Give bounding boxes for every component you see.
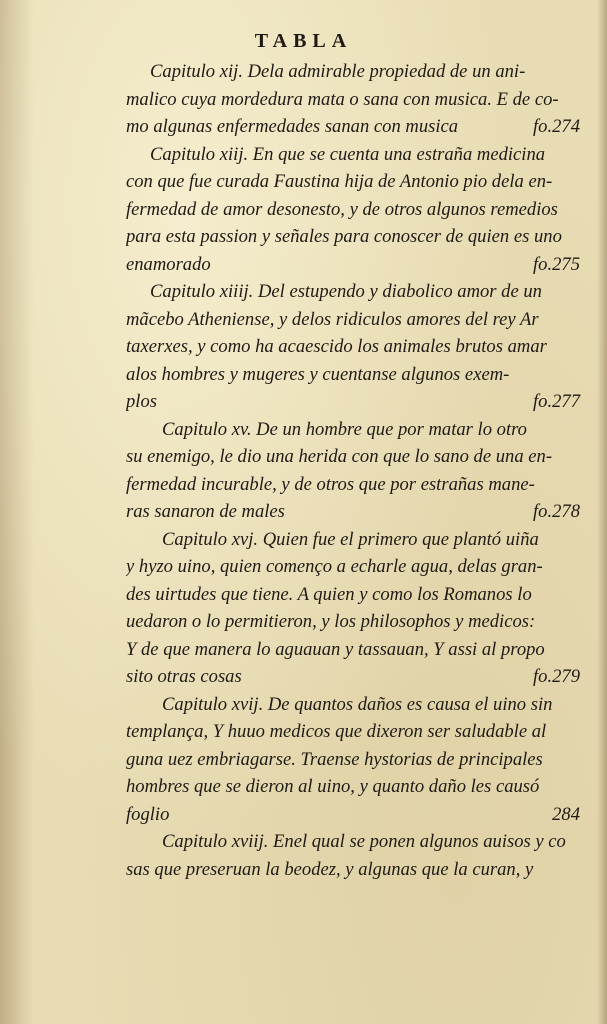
line-text: Capitulo xvij. De quantos daños es causa el uino sin bbox=[162, 693, 553, 715]
folio-number: 284 bbox=[552, 803, 580, 825]
text-line bbox=[126, 691, 584, 719]
text-line bbox=[126, 86, 584, 114]
text-line bbox=[126, 526, 584, 554]
line-text: mo algunas enfermedades sanan con musica bbox=[126, 116, 459, 137]
line-text: plos bbox=[126, 391, 157, 412]
line-text: Capitulo xv. De un hombre que por matar lo otro bbox=[162, 418, 527, 440]
line-text: foglio bbox=[126, 803, 170, 825]
line-text: mãcebo Atheniense, y delos ridiculos amores del rey Ar bbox=[126, 308, 539, 330]
line-text: Capitulo xvj. Quien fue el primero que plantó uiña bbox=[162, 528, 539, 550]
text-line bbox=[126, 828, 584, 856]
text-line bbox=[126, 773, 584, 801]
folio-number: fo.275 bbox=[532, 253, 580, 275]
line-text: Capitulo xiiij. Del estupendo y diabolico amor de un bbox=[150, 281, 542, 302]
line-text: ras sanaron de males bbox=[126, 501, 285, 522]
line-text: fermedad de amor desonesto, y de otros algunos remedios bbox=[126, 198, 558, 220]
folio-number: fo.279 bbox=[532, 666, 580, 687]
text-line bbox=[126, 498, 584, 526]
line-text: hombres que se dieron al uino, y quanto daño les causó bbox=[126, 776, 540, 797]
line-text: fermedad incurable, y de otros que por estrañas mane- bbox=[126, 473, 535, 495]
line-text: Capitulo xiij. En que se cuenta una estraña medicina bbox=[150, 143, 546, 165]
line-text: templança, Y huuo medicos que dixeron ser saludable al bbox=[126, 721, 547, 742]
text-line bbox=[126, 388, 584, 416]
line-text: uedaron o lo permitieron, y los philosophos y medicos: bbox=[126, 611, 536, 632]
line-text: taxerxes, y como ha acaescido los animales brutos amar bbox=[126, 336, 547, 357]
folio-number: fo.274 bbox=[532, 116, 580, 137]
folio-number: fo.278 bbox=[532, 501, 580, 522]
line-text: para esta passion y señales para conoscer de quien es uno bbox=[126, 226, 562, 247]
line-text: con que fue curada Faustina hija de Antonio pio dela en- bbox=[126, 171, 553, 192]
text-line bbox=[126, 471, 584, 499]
line-text: Y de que manera lo aguauan y tassauan, Y assi al propo bbox=[126, 638, 545, 660]
line-text: su enemigo, le dio una herida con que lo sano de una en- bbox=[126, 446, 553, 467]
text-line bbox=[126, 416, 584, 444]
text-line bbox=[126, 801, 584, 829]
line-text: alos hombres y mugeres y cuentanse algunos exem- bbox=[126, 363, 510, 385]
page-header: TABLA bbox=[254, 30, 353, 52]
page-edge-shadow bbox=[597, 0, 607, 1024]
text-line bbox=[126, 141, 584, 169]
text-line bbox=[126, 196, 584, 224]
line-text: des uirtudes que tiene. A quien y como los Romanos lo bbox=[126, 583, 532, 605]
text-line bbox=[126, 746, 584, 774]
line-text: guna uez embriagarse. Traense hystorias de principales bbox=[126, 748, 543, 770]
text-line bbox=[126, 553, 584, 581]
text-line bbox=[126, 58, 584, 86]
text-line bbox=[126, 223, 584, 251]
text-line bbox=[126, 581, 584, 609]
text-line bbox=[126, 361, 584, 389]
text-line bbox=[126, 306, 584, 334]
text-line bbox=[126, 856, 584, 884]
text-line bbox=[126, 278, 584, 306]
line-text: y hyzo uino, quien començo a echarle agua, delas gran- bbox=[126, 556, 543, 577]
text-line bbox=[126, 718, 584, 746]
text-line bbox=[126, 333, 584, 361]
text-line bbox=[126, 443, 584, 471]
line-text: malico cuya mordedura mata o sana con musica. E de co- bbox=[126, 88, 559, 110]
text-line bbox=[126, 636, 584, 664]
line-text: Capitulo xviij. Enel qual se ponen algunos auisos y co bbox=[162, 831, 566, 852]
text-line bbox=[126, 168, 584, 196]
table-of-contents bbox=[126, 58, 584, 883]
line-text: sito otras cosas bbox=[126, 666, 242, 687]
line-text: sas que preseruan la beodez, y algunas que la curan, y bbox=[126, 858, 534, 880]
text-line bbox=[126, 608, 584, 636]
line-text: enamorado bbox=[126, 253, 211, 275]
text-line bbox=[126, 113, 584, 141]
line-text: Capitulo xij. Dela admirable propiedad de un ani- bbox=[150, 61, 526, 82]
text-line bbox=[126, 663, 584, 691]
folio-number: fo.277 bbox=[532, 391, 580, 412]
text-line bbox=[126, 251, 584, 279]
